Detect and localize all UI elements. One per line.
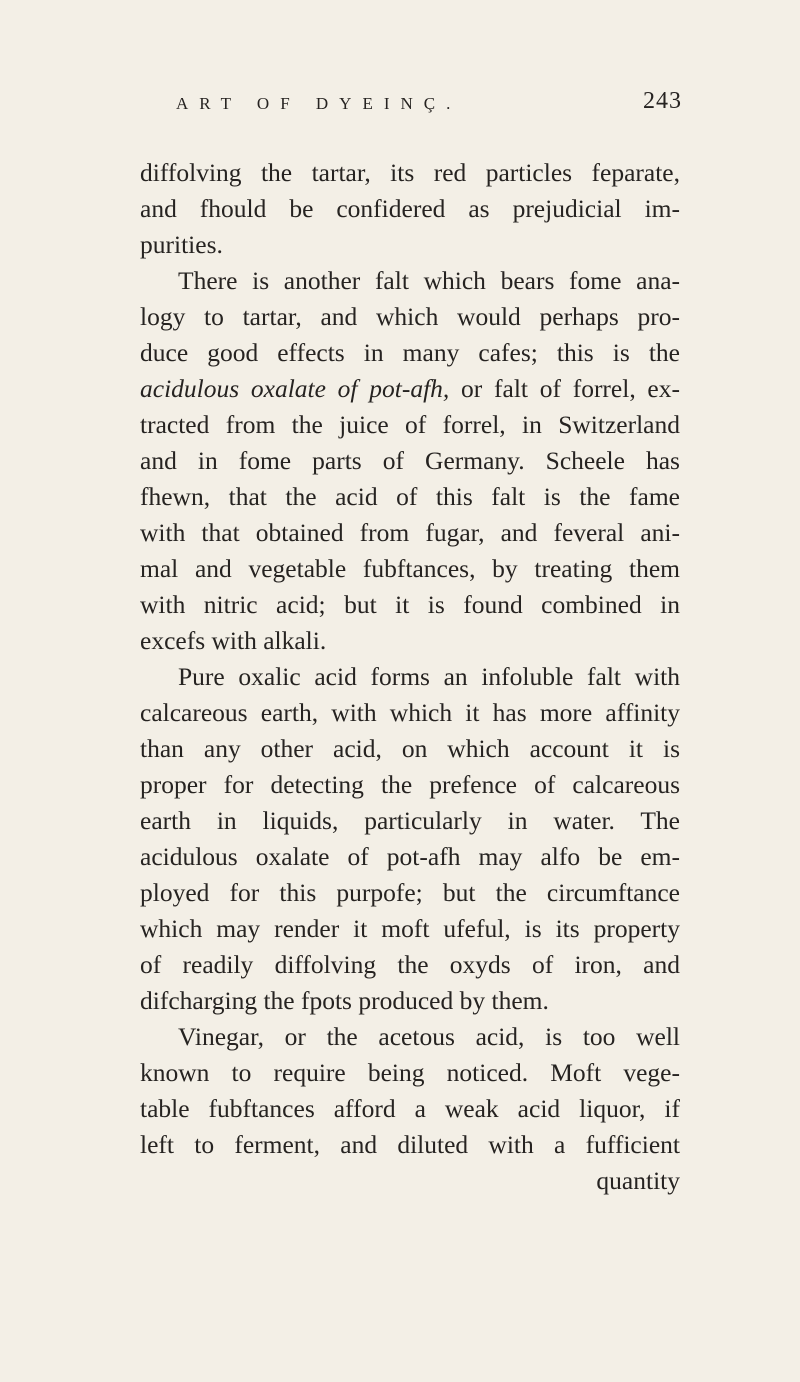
running-title: ART OF DYEINÇ. (176, 94, 462, 113)
text-line: with nitric acid; but it is found combined in (140, 590, 680, 619)
text-line: acidulous oxalate of pot-afh may alfo be em- (140, 842, 680, 871)
text-line: with that obtained from fugar, and feveral ani- (140, 518, 680, 547)
text-span: or falt of forrel, ex- (449, 374, 680, 403)
text-line: earth in liquids, particularly in water. The (140, 806, 680, 835)
italic-term: acidulous oxalate of pot-afh, (140, 374, 450, 403)
text-line: calcareous earth, with which it has more affinity (140, 698, 680, 727)
text-line: which may render it moft ufeful, is its property (140, 914, 680, 943)
text-line: known to require being noticed. Moft vege- (140, 1058, 680, 1087)
text-line: diffolving the tartar, its red particles feparate, (140, 158, 680, 187)
text-line-with-italic (140, 371, 680, 407)
catchword: quantity (596, 1166, 680, 1195)
text-line: than any other acid, on which account it is (140, 734, 680, 763)
text-line: left to ferment, and diluted with a fufficient (140, 1130, 680, 1159)
text-line: and fhould be confidered as prejudicial im- (140, 194, 680, 223)
text-line: of readily diffolving the oxyds of iron, and (140, 950, 680, 979)
page-number: 243 (643, 88, 682, 114)
paragraph-start-line: Vinegar, or the acetous acid, is too well (178, 1022, 680, 1051)
running-head (0, 88, 800, 128)
paragraph-start-line: Pure oxalic acid forms an infoluble falt with (178, 662, 680, 691)
text-line: duce good effects in many cafes; this is the (140, 338, 680, 367)
paragraph-start-line: There is another falt which bears fome ana- (178, 266, 680, 295)
text-line: excefs with alkali. (140, 626, 327, 655)
text-line: ployed for this purpofe; but the circumftance (140, 878, 680, 907)
text-line: fhewn, that the acid of this falt is the fame (140, 482, 680, 511)
text-line: logy to tartar, and which would perhaps pro- (140, 302, 680, 331)
text-line: table fubftances afford a weak acid liquor, if (140, 1094, 680, 1123)
text-line: proper for detecting the prefence of calcareous (140, 770, 680, 799)
text-line: difcharging the fpots produced by them. (140, 986, 549, 1015)
text-line: mal and vegetable fubftances, by treating them (140, 554, 680, 583)
text-line: and in fome parts of Germany. Scheele has (140, 446, 680, 475)
text-line: purities. (140, 230, 223, 259)
text-line: tracted from the juice of forrel, in Switzerland (140, 410, 680, 439)
